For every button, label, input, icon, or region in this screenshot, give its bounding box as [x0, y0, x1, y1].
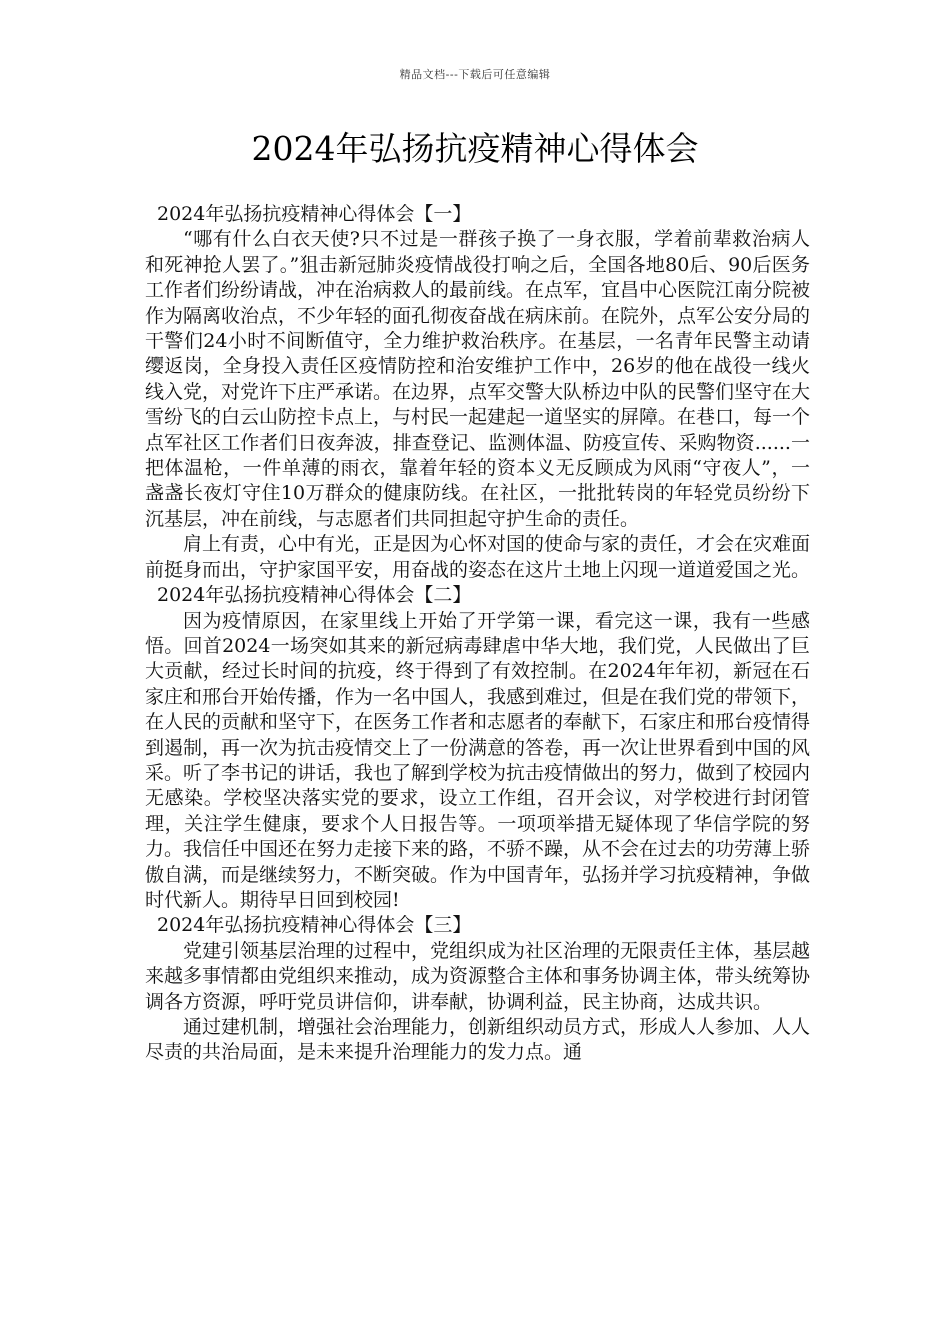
document-title: 2024年弘扬抗疫精神心得体会 [251, 129, 699, 168]
section-heading: 2024年弘扬抗疫精神心得体会【二】 [157, 584, 472, 607]
section-heading: 2024年弘扬抗疫精神心得体会【三】 [157, 914, 472, 937]
header-note: 精品文档---下载后可任意编辑 [399, 68, 551, 81]
paragraph: 党建引领基层治理的过程中，党组织成为社区治理的无限责任主体，基层越来越多事情都由党组织来推动，成为资源整合主体和事务协调主体，带头统筹协调各方资源，呼吁党员讲信仰，讲奉献，协调利益，民主协商，达成共识。 [145, 939, 811, 1013]
paragraph: 因为疫情原因，在家里线上开始了开学第一课，看完这一课，我有一些感悟。回首2024一场突如其来的新冠病毒肆虐中华大地，我们党，人民做出了巨大贡献，经过长时间的抗疫，终于得到了有效控制。在2024年年初，新冠在石家庄和邢台开始传播，作为一名中国人，我感到难过，但是在我们党的带领下，在人民的贡献和坚守下，在医务工作者和志愿者的奉献下，石家庄和邢台疫情得到遏制，再一次为抗击疫情交上了一份满意的答卷，再一次让世界看到中国的风采。听了李书记的讲话，我也了解到学校为抗击疫情做出的努力，做到了校园内无感染。学校坚决落实党的要求，设立工作组，召开会议，对学校进行封闭管理，关注学生健康，要求个人日报告等。一项项举措无疑体现了华信学院的努力。我信任中国还在努力走接下来的路，不骄不躁，从不会在过去的功劳薄上骄傲自满，而是继续努力，不断突破。作为中国青年，弘扬并学习抗疫精神，争做时代新人。期待早日回到校园! [145, 609, 811, 911]
section-heading: 2024年弘扬抗疫精神心得体会【一】 [157, 203, 472, 225]
paragraph: 通过建机制，增强社会治理能力，创新组织动员方式，形成人人参加、人人尽责的共治局面，是未来提升治理能力的发力点。通 [145, 1016, 811, 1064]
paragraph: 肩上有责，心中有光，正是因为心怀对国的使命与家的责任，才会在灾难面前挺身而出，守护家国平安，用奋战的姿态在这片土地上闪现一道道爱国之光。 [145, 533, 811, 581]
document-body [145, 202, 810, 1066]
paragraph: “哪有什么白衣天使?只不过是一群孩子换了一身衣服，学着前辈救治病人和死神抢人罢了。”狙击新冠肺炎疫情战役打响之后，全国各地80后、90后医务工作者们纷纷请战，冲在治病救人的最前线。在点军，宜昌中心医院江南分院被作为隔离收治点，不少年轻的面孔彻夜奋战在病床前。在院外，点军公安分局的干警们24小时不间断值守，全力维护救治秩序。在基层，一名青年民警主动请缨返岗，全身投入责任区疫情防控和治安维护工作中，26岁的他在战役一线火线入党，对党许下庄严承诺。在边界，点军交警大队桥边中队的民警们坚守在大雪纷飞的白云山防控卡点上，与村民一起建起一道坚实的屏障。在巷口，每一个点军社区工作者们日夜奔波，排查登记、监测体温、防疫宣传、采购物资......一把体温枪，一件单薄的雨衣，靠着年轻的资本义无反顾成为风雨“守夜人”，一盏盏长夜灯守住10万群众的健康防线。在社区，一批批转岗的年轻党员纷纷下沉基层，冲在前线，与志愿者们共同担起守护生命的责任。 [145, 228, 811, 530]
